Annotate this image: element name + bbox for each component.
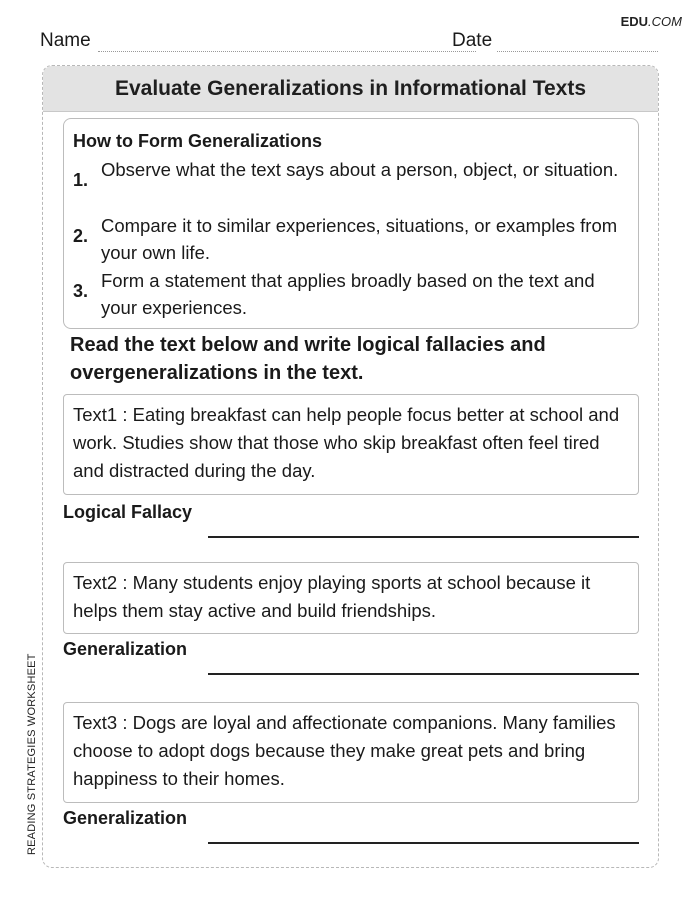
step-item — [73, 156, 633, 208]
step-item — [73, 267, 633, 319]
date-label: Date — [452, 30, 493, 51]
passage-box: Text2 : Many students enjoy playing sports at school because it helps them stay active and build friendships. — [63, 562, 639, 634]
worksheet-card — [42, 65, 659, 868]
passage-box: Text3 : Dogs are loyal and affectionate companions. Many families choose to adopt dogs because they make great pets and bring happiness to their homes. — [63, 702, 639, 803]
header-fields — [40, 30, 660, 54]
step-number: 2. — [73, 226, 89, 246]
date-input-line[interactable] — [497, 51, 658, 52]
steps-box — [63, 118, 639, 329]
name-input-line[interactable] — [98, 51, 476, 52]
instruction-text: Read the text below and write logical fallacies and overgeneralizations in the text. — [70, 334, 546, 384]
answer-label: Generalization — [63, 808, 188, 828]
answer-line[interactable] — [208, 536, 639, 538]
step-text: Observe what the text says about a person, object, or situation. — [101, 159, 619, 180]
step-number: 3. — [73, 281, 89, 301]
worksheet-title: Evaluate Generalizations in Informational Texts — [43, 66, 658, 112]
answer-label: Generalization — [63, 639, 188, 659]
answer-label: Logical Fallacy — [63, 502, 193, 522]
step-number: 1. — [73, 170, 89, 190]
steps-title: How to Form Generalizations — [73, 131, 323, 151]
step-item — [73, 212, 633, 264]
step-text: Compare it to similar experiences, situations, or examples from your own life. — [101, 215, 618, 263]
side-category-label: READING STRATEGIES WORKSHEET — [26, 653, 38, 855]
brand-logo-suffix: .COM — [648, 14, 682, 29]
answer-line[interactable] — [208, 673, 639, 675]
answer-line[interactable] — [208, 842, 639, 844]
brand-logo — [621, 14, 682, 29]
passage-box: Text1 : Eating breakfast can help people focus better at school and work. Studies show that those who skip breakfast often feel tired and distracted during the day. — [63, 394, 639, 495]
name-label: Name — [40, 30, 91, 51]
step-text: Form a statement that applies broadly based on the text and your experiences. — [101, 270, 595, 318]
brand-logo-bold: EDU — [620, 14, 649, 29]
